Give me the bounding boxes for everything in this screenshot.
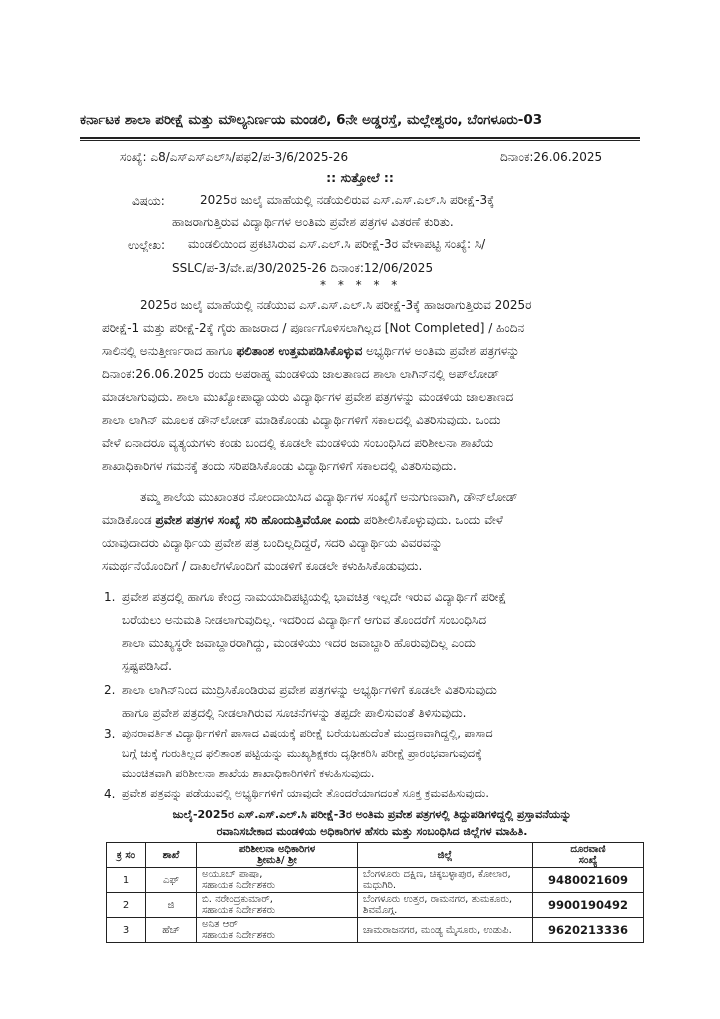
header-rule-thin: [80, 140, 640, 141]
row-officer: [197, 868, 358, 893]
para1-line-8: ಶಾಖಾಧಿಕಾರಿಗಳ ಗಮನಕ್ಕೆ ತಂದು ಸರಿಪಡಿಸಿಕೊಂಡು ವಿದ್ಯಾರ್ಥಿಗಳಿಗೆ ಸಕಾಲದಲ್ಲಿ ವಿತರಿಸುವುದು.: [102, 459, 457, 473]
para2-line-4: ಸಮರ್ಥನೆಯೊಂದಿಗೆ / ದಾಖಲೆಗಳೊಂದಿಗೆ ಮಂಡಳಿಗೆ ಕೂಡಲೇ ಕಳುಹಿಸಿಕೊಡುವುದು.: [102, 559, 423, 573]
officer-title: ಸಹಾಯಕ ನಿರ್ದೇಶಕರು: [202, 880, 276, 891]
point-3-line-3: ಮುಂಚಿತವಾಗಿ ಪರಿಶೀಲನಾ ಶಾಖೆಯ ಶಾಖಾಧಿಕಾರಿಗಳಿಗೆ ಕಳುಹಿಸುವುದು.: [122, 767, 375, 780]
para2-line-1: ತಮ್ಮ ಶಾಲೆಯ ಮುಖಾಂತರ ನೋಂದಾಯಿಸಿದ ವಿದ್ಯಾರ್ಥಿಗಳ ಸಂಖ್ಯೆಗೆ ಅನುಗುಣವಾಗಿ, ಡೌನ್‌ಲೋಡ್: [140, 490, 518, 504]
header-phone-line-1: ದೂರವಾಣಿ: [570, 844, 606, 855]
point-2-line-2: ಹಾಗೂ ಪ್ರವೇಶ ಪತ್ರದಲ್ಲಿ ನೀಡಲಾಗಿರುವ ಸೂಚನೆಗಳನ್ನು ತಪ್ಪದೇ ಪಾಲಿಸುವಂತೆ ತಿಳಿಸುವುದು.: [122, 706, 467, 720]
para1-line-2: ಪರೀಕ್ಷೆ-1 ಮತ್ತು ಪರೀಕ್ಷೆ-2ಕ್ಕೆ ಗೈರು ಹಾಜರಾದ / ಪೂರ್ಣಗೊಳಿಸಲಾಗಿಲ್ಲದ [Not Completed] / ಹಿಂದಿನ: [102, 321, 525, 335]
subject-line-1: 2025ರ ಜುಲೈ ಮಾಹೆಯಲ್ಲಿ ನಡೆಯಲಿರುವ ಎಸ್.ಎಸ್.ಎಲ್.ಸಿ ಪರೀಕ್ಷೆ-3ಕ್ಕೆ: [200, 193, 495, 207]
para2-line-2-bold: ಪ್ರವೇಶ ಪತ್ರಗಳ ಸಂಖ್ಯೆ ಸರಿ ಹೊಂದುತ್ತಿವೆಯೋ ಎಂದು: [155, 513, 360, 527]
table-row: [107, 868, 644, 893]
header-branch: ಶಾಖೆ: [146, 843, 197, 868]
table-title: [92, 806, 652, 840]
subject-label: ವಿಷಯ:: [132, 194, 165, 208]
para1-line-3: [102, 340, 642, 363]
point-2-line-1: ಶಾಲಾ ಲಾಗಿನ್‌ನಿಂದ ಮುದ್ರಿಸಿಕೊಂಡಿರುವ ಪ್ರವೇಶ ಪತ್ರಗಳನ್ನು ಅಭ್ಯರ್ಥಿಗಳಿಗೆ ಕೂಡಲೇ ವಿತರಿಸುವುದು: [122, 683, 497, 697]
table-title-line-2: ರವಾನಿಸಬೇಕಾದ ಮಂಡಳಿಯ ಅಧಿಕಾರಿಗಳ ಹೆಸರು ಮತ್ತು ಸಂಬಂಧಿಸಿದ ಜಿಲ್ಲೆಗಳ ಮಾಹಿತಿ.: [216, 825, 528, 838]
reference-line-2: SSLC/ಪ-3/ವೇ.ಪ/30/2025-26 ದಿನಾಂಕ:12/06/2025: [172, 261, 434, 275]
row-officer: [197, 893, 358, 918]
para1-line-3-bold: ಫಲಿತಾಂಶ ಉತ್ತಮಪಡಿಸಿಕೊಳ್ಳುವ: [236, 344, 363, 358]
header-district: ಜಿಲ್ಲೆ: [358, 843, 533, 868]
row-district: ಬೆಂಗಳೂರು ಉತ್ತರ, ರಾಮನಗರ, ತುಮಕೂರು, ಶಿವಮೊಗ್ಗ.: [358, 893, 533, 918]
para2-line-2: [102, 509, 642, 532]
reference-label: ಉಲ್ಲೇಖ:: [128, 238, 166, 252]
point-1-line-2: ಬರೆಯಲು ಅನುಮತಿ ನೀಡಲಾಗುವುದಿಲ್ಲ. ಇದರಿಂದ ವಿದ್ಯಾರ್ಥಿಗೆ ಆಗುವ ತೊಂದರೆಗೆ ಸಂಬಂಧಿಸಿದ: [122, 613, 487, 627]
reference-line-1: ಮಂಡಲಿಯಿಂದ ಪ್ರಕಟಿಸಿರುವ ಎಸ್.ಎಲ್.ಸಿ ಪರೀಕ್ಷೆ-3ರ ವೇಳಾಪಟ್ಟಿ ಸಂಖ್ಯೆ: ಸಿ/: [188, 237, 486, 251]
header-phone: [533, 843, 644, 868]
header-phone-line-2: ಸಂಖ್ಯೆ: [578, 855, 598, 866]
point-1-line-4: ಸ್ಪಷ್ಟಪಡಿಸಿದೆ.: [122, 659, 172, 673]
para1-line-6: ಶಾಲಾ ಲಾಗಿನ್ ಮೂಲಕ ಡೌನ್‌ಲೋಡ್ ಮಾಡಿಕೊಂಡು ವಿದ್ಯಾರ್ಥಿಗಳಿಗೆ ಸಕಾಲದಲ್ಲಿ ವಿತರಿಸುವುದು. ಒಂದು: [102, 413, 501, 427]
point-1-line-3: ಶಾಲಾ ಮುಖ್ಯಸ್ಥರೇ ಜವಾಬ್ದಾರರಾಗಿದ್ದು, ಮಂಡಳಿಯು ಇದರ ಜವಾಬ್ದಾರಿ ಹೊರುವುದಿಲ್ಲ ಎಂದು: [122, 636, 476, 650]
point-1-line-1: ಪ್ರವೇಶ ಪತ್ರದಲ್ಲಿ ಹಾಗೂ ಕೇಂದ್ರ ನಾಮಯಾದಿಪಟ್ಟಿಯಲ್ಲಿ ಭಾವಚಿತ್ರ ಇಲ್ಲದೇ ಇರುವ ವಿದ್ಯಾರ್ಥಿಗೆ ಪರೀಕ್ಷೆ: [122, 590, 507, 604]
para2-line-3: ಯಾವುದಾದರು ವಿದ್ಯಾರ್ಥಿಯ ಪ್ರವೇಶ ಪತ್ರ ಬಂದಿಲ್ಲದಿದ್ದರೆ, ಸದರಿ ವಿದ್ಯಾರ್ಥಿಯ ವಿವರವನ್ನು: [102, 536, 443, 550]
row-branch: ಜಿ: [146, 893, 197, 918]
table-row: [107, 893, 644, 918]
para1-line-5: ಮಾಡಲಾಗುವುದು. ಶಾಲಾ ಮುಖ್ಯೋಪಾಧ್ಯಾಯರು ವಿದ್ಯಾರ್ಥಿಗಳ ಪ್ರವೇಶ ಪತ್ರಗಳನ್ನು ಮಂಡಳಿಯ ಜಾಲತಾಣದ: [102, 390, 514, 404]
para1-line-4: ದಿನಾಂಕ:26.06.2025 ರಂದು ಅಪರಾಹ್ನ ಮಂಡಳಿಯ ಜಾಲತಾಣದ ಶಾಲಾ ಲಾಗಿನ್‌ನಲ್ಲಿ ಅಪ್‌ಲೋಡ್: [102, 367, 499, 381]
para1-line-3-c: ಅಭ್ಯರ್ಥಿಗಳ ಅಂತಿಮ ಪ್ರವೇಶ ಪತ್ರಗಳನ್ನು: [362, 344, 520, 358]
row-branch: ಹೆಚ್: [146, 918, 197, 943]
row-district: ಬೆಂಗಳೂರು ದಕ್ಷಿಣ, ಚಿಕ್ಕಬಳ್ಳಾಪುರ, ಕೋಲಾರ, ಮಧುಗಿರಿ.: [358, 868, 533, 893]
para1-line-1: 2025ರ ಜುಲೈ ಮಾಹೆಯಲ್ಲಿ ನಡೆಯುವ ಎಸ್.ಎಸ್.ಎಲ್.ಸಿ ಪರೀಕ್ಷೆ-3ಕ್ಕೆ ಹಾಜರಾಗುತ್ತಿರುವ 2025ರ: [140, 298, 532, 312]
para2-line-2-a: ಮಾಡಿಕೊಂಡ: [102, 513, 156, 527]
point-3-line-2: ಬಗ್ಗೆ ಚುಕ್ಕೆ ಗುರುತಿಲ್ಲದ ಫಲಿತಾಂಶ ಪಟ್ಟಿಯನ್ನು ಮುಖ್ಯಶಿಕ್ಷಕರು ದೃಢೀಕರಿಸಿ ಪರೀಕ್ಷೆ ಪ್ರಾರಂಭವಾಗುವುದಕ್ಕೆ: [122, 747, 482, 760]
officer-name: ಅಯೂಬ್ ಪಾಷಾ,: [202, 869, 263, 880]
row-district: ಚಾಮರಾಜನಗರ, ಮಂಡ್ಯ ಮೈಸೂರು, ಉಡುಪಿ.: [358, 918, 533, 943]
table-title-line-1: ಜುಲೈ-2025ರ ಎಸ್.ಎಸ್.ಎಲ್.ಸಿ ಪರೀಕ್ಷೆ-3ರ ಅಂತಿಮ ಪ್ರವೇಶ ಪತ್ರಗಳಲ್ಲಿ ತಿದ್ದುಪಡಿಗಳಿದ್ದಲ್ಲಿ ಪ್ರಸ್ತಾವನೆಯನ್ನು: [172, 808, 572, 821]
row-sl: 2: [107, 893, 146, 918]
para1-line-7: ವೇಳೆ ಏನಾದರೂ ವ್ಯತ್ಯಯಗಳು ಕಂಡು ಬಂದಲ್ಲಿ ಕೂಡಲೇ ಮಂಡಳಿಯ ಸಂಬಂಧಿಸಿದ ಪರಿಶೀಲನಾ ಶಾಖೆಯ: [102, 436, 494, 450]
row-officer: [197, 918, 358, 943]
row-phone: 9620213336: [533, 918, 644, 943]
subject-line-2: ಹಾಜರಾಗುತ್ತಿರುವ ವಿದ್ಯಾರ್ಥಿಗಳ ಅಂತಿಮ ಪ್ರವೇಶ ಪತ್ರಗಳ ವಿತರಣೆ ಕುರಿತು.: [172, 215, 454, 229]
officer-title: ಸಹಾಯಕ ನಿರ್ದೇಶಕರು: [202, 930, 276, 941]
header-officer-line-1: ಪರಿಶೀಲನಾ ಅಧಿಕಾರಿಗಳ: [238, 844, 316, 855]
row-sl: 3: [107, 918, 146, 943]
officer-title: ಸಹಾಯಕ ನಿರ್ದೇಶಕರು: [202, 905, 276, 916]
separator-stars: * * * * *: [320, 278, 402, 292]
row-branch: ಎಫ್: [146, 868, 197, 893]
board-header: ಕರ್ನಾಟಕ ಶಾಲಾ ಪರೀಕ್ಷೆ ಮತ್ತು ಮೌಲ್ಯನಿರ್ಣಯ ಮಂಡಲಿ, 6ನೇ ಅಡ್ಡರಸ್ತೆ, ಮಲ್ಲೇಶ್ವರಂ, ಬೆಂಗಳೂರು-03: [80, 112, 543, 128]
point-3-line-1: ಪುನರಾವರ್ತಿತ ವಿದ್ಯಾರ್ಥಿಗಳಿಗೆ ಪಾಸಾದ ವಿಷಯಕ್ಕೆ ಪರೀಕ್ಷೆ ಬರೆಯಬಹುದೆಂತೆ ಮುದ್ರಣವಾಗಿದ್ದಲ್ಲಿ, ಪಾಸಾದ: [122, 727, 493, 740]
para1-line-3-a: ಸಾಲಿನಲ್ಲಿ ಅನುತ್ತೀರ್ಣರಾದ ಹಾಗೂ: [102, 344, 237, 358]
row-phone: 9900190492: [533, 893, 644, 918]
point-3-number: 3.: [104, 727, 116, 741]
header-officer-line-2: ಶ್ರೀಮತಿ/ ಶ್ರೀ: [257, 855, 297, 866]
table-header-row: [107, 843, 644, 868]
header-rule-thick: [80, 137, 640, 139]
header-sl: ಕ್ರ ಸಂ: [107, 843, 146, 868]
document-date: ದಿನಾಂಕ:26.06.2025: [500, 150, 603, 164]
reference-number: ಸಂಖ್ಯೆ: ಎ8/ಎಸ್‌ಎಸ್‌ಎಲ್‌ಸಿ/ಪಫ2/ಪ-3/6/2025-26: [120, 150, 349, 164]
point-4-number: 4.: [104, 787, 116, 801]
point-2-number: 2.: [104, 683, 116, 697]
officer-name: ಬಿ. ನರೇಂದ್ರಕುಮಾರ್,: [202, 894, 273, 905]
circular-heading: :: ಸುತ್ತೋಲೆ ::: [326, 170, 394, 185]
table-row: [107, 918, 644, 943]
header-officer: [197, 843, 358, 868]
point-4-line-1: ಪ್ರವೇಶ ಪತ್ರವನ್ನು ಪಡೆಯುವಲ್ಲಿ ಅಭ್ಯರ್ಥಿಗಳಿಗೆ ಯಾವುದೇ ತೊಂದರೆಯಾಗದಂತೆ ಸೂಕ್ತ ಕ್ರಮವಹಿಸುವುದು.: [122, 787, 489, 800]
para2-line-2-c: ಪರಿಶೀಲಿಸಿಕೊಳ್ಳುವುದು. ಒಂದು ವೇಳೆ: [359, 513, 503, 527]
officer-name: ಅನಿತ ಆರ್: [202, 919, 238, 930]
point-1-number: 1.: [104, 590, 116, 604]
row-sl: 1: [107, 868, 146, 893]
row-phone: 9480021609: [533, 868, 644, 893]
officers-table: [106, 842, 644, 943]
